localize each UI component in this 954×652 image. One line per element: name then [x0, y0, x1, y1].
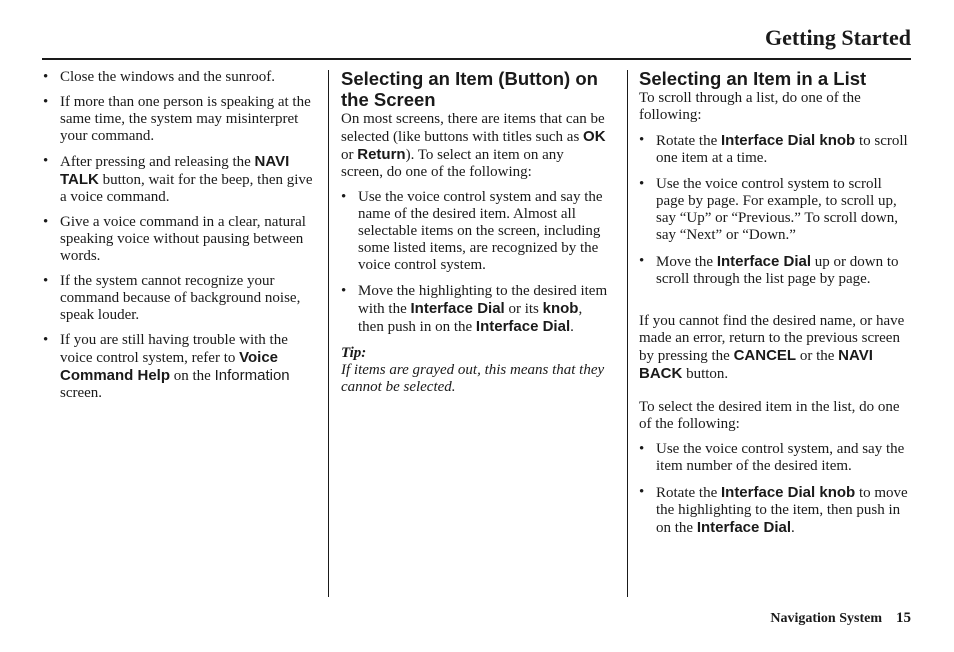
- section-intro: To scroll through a list, do one of the following:: [639, 90, 861, 123]
- section-intro: On most screens, there are items that can be selected (like buttons with titles such as OK or Return). To select an item on any screen, do one of the following:: [341, 111, 606, 180]
- information-label: Information: [214, 367, 290, 384]
- section-heading: Selecting an Item (Button) on the Screen: [341, 68, 598, 110]
- column-select-button: [341, 68, 609, 396]
- ok-label: OK: [583, 128, 606, 145]
- list-item: • Rotate the Interface Dial knob to move the highlighting to the item, then push in on the Interface Dial.: [639, 484, 911, 537]
- list-item: • After pressing and releasing the NAVI TALK button, wait for the beep, then give a voice command.: [43, 153, 315, 206]
- list-item: • Move the highlighting to the desired item with the Interface Dial or its knob, then push in on the Interface Dial.: [341, 283, 609, 336]
- list-select-methods: [639, 441, 911, 537]
- return-label: Return: [357, 146, 406, 163]
- list-item: • Close the windows and the sunroof.: [43, 69, 315, 86]
- list-item: • Use the voice control system and say the name of the desired item. Almost all selectable items on the screen, including some listed items, are recognized by the voice control system.: [341, 189, 609, 274]
- column-tips: [43, 68, 315, 410]
- column-divider-2: [627, 70, 628, 597]
- select-paragraph: To select the desired item in the list, do one of the following:: [639, 399, 900, 432]
- list-item: • Use the voice control system, and say the item number of the desired item.: [639, 441, 911, 475]
- select-methods-list: [341, 189, 609, 336]
- list-item: • Use the voice control system to scroll page by page. For example, to scroll up, say “Up” or “Previous.” To scroll down, say “Next” or “Down.”: [639, 176, 911, 244]
- page-title: Getting Started: [764, 25, 911, 50]
- voice-command-help-label: Voice Command Help: [60, 349, 279, 384]
- list-item: • If the system cannot recognize your command because of background noise, speak louder.: [43, 273, 315, 324]
- page-number: 15: [896, 610, 911, 626]
- page-footer: [770, 610, 911, 627]
- navi-back-label: NAVI BACK: [639, 347, 873, 382]
- tip-body: If items are grayed out, this means that they cannot be selected.: [341, 362, 605, 395]
- section-heading: Selecting an Item in a List: [639, 68, 867, 89]
- tips-list: [43, 69, 315, 402]
- column-select-list: [639, 68, 911, 546]
- cancel-paragraph: If you cannot find the desired name, or have made an error, return to the previous screen by pressing the CANCEL or the NAVI BACK button.: [639, 313, 905, 382]
- list-item: • Give a voice command in a clear, natural speaking voice without pausing between words.: [43, 214, 315, 265]
- navi-talk-label: NAVI TALK: [60, 153, 290, 188]
- scroll-methods-list: [639, 132, 911, 288]
- list-item: • If more than one person is speaking at the same time, the system may misinterpret your command.: [43, 94, 315, 145]
- list-item: • Rotate the Interface Dial knob to scroll one item at a time.: [639, 132, 911, 167]
- tip-heading: Tip:: [341, 345, 367, 361]
- column-divider-1: [328, 70, 329, 597]
- cancel-label: CANCEL: [733, 347, 797, 364]
- list-item: • If you are still having trouble with the voice control system, refer to Voice Command Help on the Information screen.: [43, 332, 315, 402]
- list-item: • Move the Interface Dial up or down to scroll through the list page by page.: [639, 253, 911, 288]
- footer-label: Navigation System: [770, 611, 882, 626]
- header-rule: [42, 58, 911, 60]
